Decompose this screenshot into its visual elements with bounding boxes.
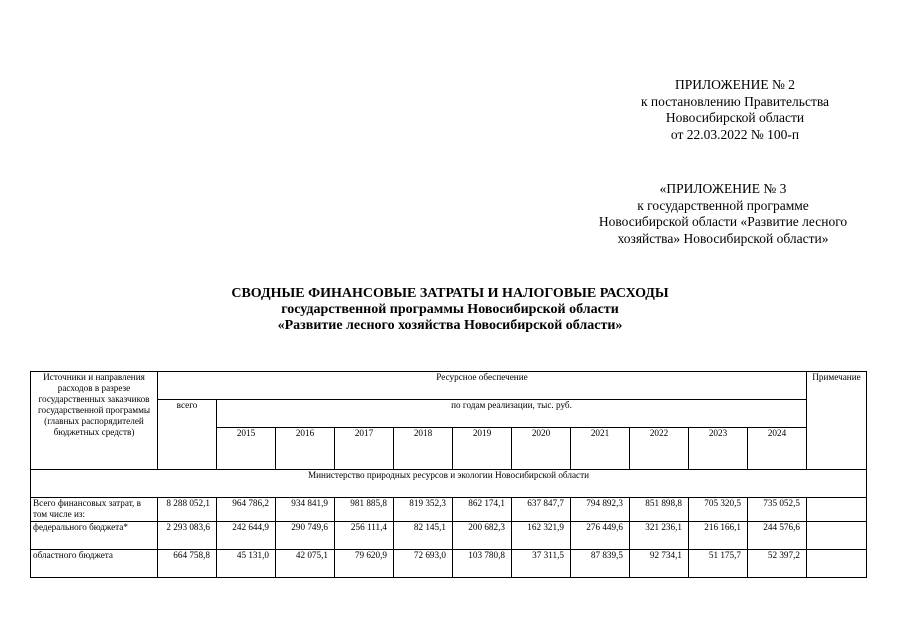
cell: 37 311,5 <box>512 550 571 578</box>
appendix-3-line-1: «ПРИЛОЖЕНИЕ № 3 <box>659 181 787 196</box>
cell: 981 885,8 <box>335 498 394 522</box>
appendix-2-line-3: Новосибирской области <box>665 110 805 125</box>
ministry-row: Министерство природных ресурсов и экологии Новосибирской области <box>31 470 867 498</box>
cell: 103 780,8 <box>453 550 512 578</box>
header-years-group: по годам реализации, тыс. руб. <box>217 400 807 428</box>
year-header: 2018 <box>394 428 453 470</box>
table-row <box>31 550 867 578</box>
year-header: 2020 <box>512 428 571 470</box>
appendix-3-header <box>578 181 868 247</box>
year-header: 2016 <box>276 428 335 470</box>
cell: 819 352,3 <box>394 498 453 522</box>
row-total: 8 288 052,1 <box>158 498 217 522</box>
cell: 290 749,6 <box>276 522 335 550</box>
cell: 242 644,9 <box>217 522 276 550</box>
cell: 216 166,1 <box>689 522 748 550</box>
cell: 256 111,4 <box>335 522 394 550</box>
row-label: Всего финансовых затрат, в том числе из: <box>31 498 158 522</box>
year-header: 2015 <box>217 428 276 470</box>
table-row <box>31 522 867 550</box>
cell: 200 682,3 <box>453 522 512 550</box>
title-line-3: «Развитие лесного хозяйства Новосибирской области» <box>277 318 623 333</box>
note-cell <box>807 498 867 522</box>
title-line-1: СВОДНЫЕ ФИНАНСОВЫЕ ЗАТРАТЫ И НАЛОГОВЫЕ РАСХОДЫ <box>231 286 669 301</box>
cell: 79 620,9 <box>335 550 394 578</box>
cell: 244 576,6 <box>748 522 807 550</box>
header-sources: Источники и направления расходов в разрезе государственных заказчиков государственной программы (главных распорядителей бюджетных средств) <box>31 372 158 470</box>
financial-costs-table <box>30 371 867 578</box>
table-row <box>31 498 867 522</box>
year-header: 2021 <box>571 428 630 470</box>
header-note: Примечание <box>807 372 867 470</box>
cell: 51 175,7 <box>689 550 748 578</box>
row-label: федерального бюджета* <box>31 522 158 550</box>
cell: 794 892,3 <box>571 498 630 522</box>
cell: 162 321,9 <box>512 522 571 550</box>
year-header: 2023 <box>689 428 748 470</box>
cell: 862 174,1 <box>453 498 512 522</box>
cell: 45 131,0 <box>217 550 276 578</box>
cell: 82 145,1 <box>394 522 453 550</box>
cell: 964 786,2 <box>217 498 276 522</box>
appendix-2-line-2: к постановлению Правительства <box>640 93 830 109</box>
appendix-2-header <box>600 77 870 143</box>
cell: 72 693,0 <box>394 550 453 578</box>
year-header: 2019 <box>453 428 512 470</box>
header-total: всего <box>158 400 217 470</box>
cell: 735 052,5 <box>748 498 807 522</box>
cell: 321 236,1 <box>630 522 689 550</box>
title-line-2: государственной программы Новосибирской области <box>281 302 619 317</box>
appendix-3-line-4: хозяйства» Новосибирской области» <box>617 230 829 246</box>
year-header: 2022 <box>630 428 689 470</box>
year-header: 2024 <box>748 428 807 470</box>
cell: 934 841,9 <box>276 498 335 522</box>
cell: 92 734,1 <box>630 550 689 578</box>
cell: 851 898,8 <box>630 498 689 522</box>
appendix-2-line-1: ПРИЛОЖЕНИЕ № 2 <box>674 77 796 92</box>
appendix-3-line-2: к государственной программе <box>637 197 809 213</box>
cell: 705 320,5 <box>689 498 748 522</box>
appendix-3-line-3: Новосибирской области «Развитие лесного <box>598 214 848 229</box>
note-cell <box>807 522 867 550</box>
header-resources: Ресурсное обеспечение <box>158 372 807 400</box>
year-header: 2017 <box>335 428 394 470</box>
cell: 87 839,5 <box>571 550 630 578</box>
appendix-2-line-4: от 22.03.2022 № 100-п <box>670 126 800 142</box>
row-total: 2 293 083,6 <box>158 522 217 550</box>
row-total: 664 758,8 <box>158 550 217 578</box>
note-cell <box>807 550 867 578</box>
document-title <box>140 286 760 334</box>
cell: 276 449,6 <box>571 522 630 550</box>
row-label: областного бюджета <box>31 550 158 578</box>
cell: 637 847,7 <box>512 498 571 522</box>
cell: 42 075,1 <box>276 550 335 578</box>
cell: 52 397,2 <box>748 550 807 578</box>
